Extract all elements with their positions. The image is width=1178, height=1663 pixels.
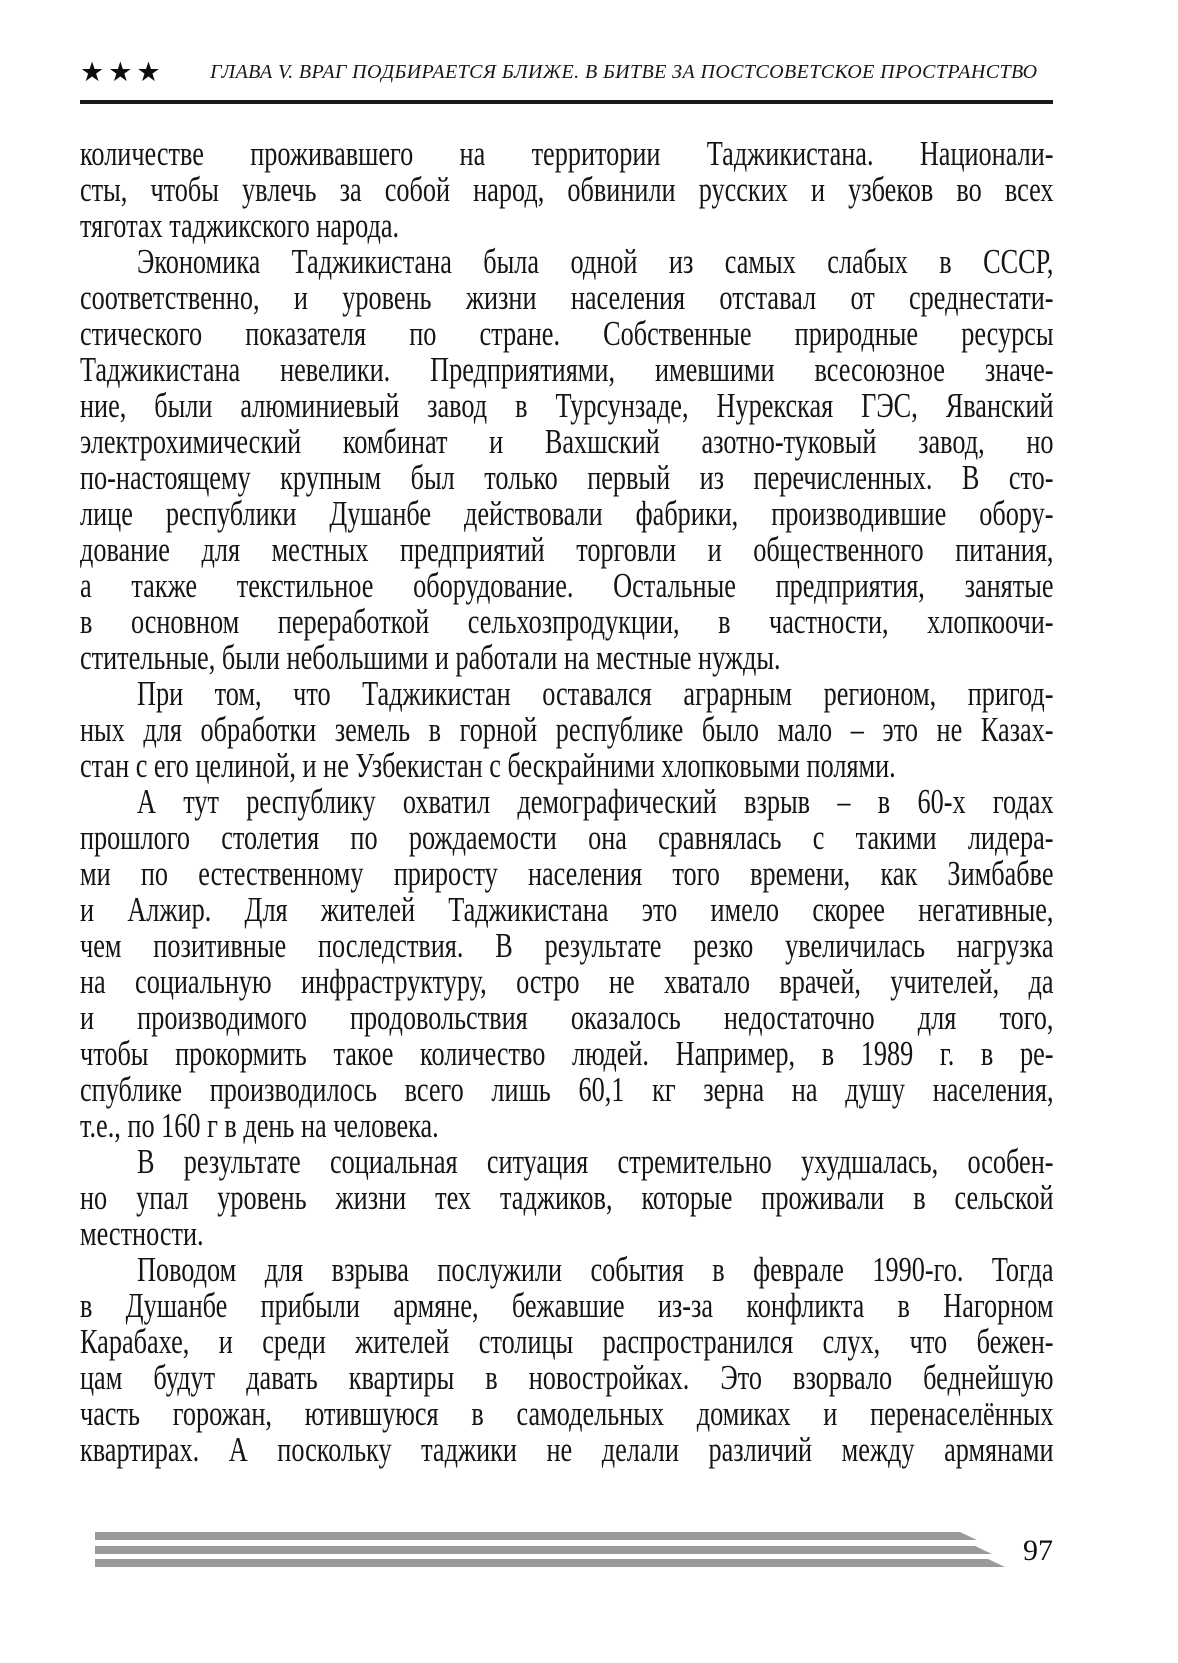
text-line: и производимого продовольствия оказалось недостаточно для того, [80, 998, 1054, 1037]
paragraph [80, 136, 1054, 244]
text-line: по-настоящему крупным был только первый из перечисленных. В сто- [80, 458, 1054, 497]
text-line: ных для обработки земель в горной республике было мало – это не Казах- [80, 710, 1054, 749]
text-line: Карабахе, и среди жителей столицы распространился слух, что бежен- [80, 1322, 1054, 1361]
body-text [80, 136, 1054, 1468]
text-line: Таджикистана невелики. Предприятиями, имевшими всесоюзное значе- [80, 350, 1054, 389]
text-line: При том, что Таджикистан оставался аграрным регионом, пригод- [137, 674, 1054, 713]
footer-stripe [95, 1532, 977, 1540]
text-line: в основном переработкой сельхозпродукции, в частности, хлопкоочи- [80, 602, 1054, 641]
text-line: прошлого столетия по рождаемости она сравнялась с такими лидера- [80, 818, 1054, 857]
text-line: цам будут давать квартиры в новостройках. Это взорвало беднейшую [80, 1358, 1054, 1397]
text-line: ние, были алюминиевый завод в Турсунзаде, Нурекская ГЭС, Яванский [80, 386, 1054, 425]
text-line: на социальную инфраструктуру, остро не хватало врачей, учителей, да [80, 962, 1054, 1001]
chapter-title: ГЛАВА V. ВРАГ ПОДБИРАЕТСЯ БЛИЖЕ. В БИТВЕ ЗА ПОСТСОВЕТСКОЕ ПРОСТРАНСТВО [210, 60, 1038, 83]
text-line: часть горожан, ютившуюся в самодельных домиках и перенаселённых [80, 1394, 1054, 1433]
text-line: количестве проживавшего на территории Таджикистана. Национали- [80, 134, 1054, 173]
text-line: соответственно, и уровень жизни населения отставал от среднестати- [80, 278, 1054, 317]
text-line: спублике производилось всего лишь 60,1 кг зерна на душу населения, [80, 1070, 1054, 1109]
footer-stripe [95, 1546, 992, 1554]
footer-stripe [95, 1559, 1005, 1567]
text-line: стан с его целиной, и не Узбекистан с бескрайними хлопковыми полями. [80, 746, 896, 785]
stars-icon: ★★★ [80, 56, 165, 88]
text-line: Поводом для взрыва послужили события в феврале 1990-го. Тогда [137, 1250, 1054, 1289]
text-line: чем позитивные последствия. В результате резко увеличилась нагрузка [80, 926, 1054, 965]
text-line: лице республики Душанбе действовали фабрики, производившие обору- [80, 494, 1054, 533]
paragraph [80, 244, 1054, 676]
text-line: тяготах таджикского народа. [80, 206, 400, 245]
text-line: и Алжир. Для жителей Таджикистана это имело скорее негативные, [80, 890, 1054, 929]
paragraph [80, 784, 1054, 1144]
text-line: но упал уровень жизни тех таджиков, которые проживали в сельской [80, 1178, 1054, 1217]
text-line: стительные, были небольшими и работали на местные нужды. [80, 638, 781, 677]
text-line: местности. [80, 1214, 204, 1253]
text-line: дование для местных предприятий торговли и общественного питания, [80, 530, 1054, 569]
paragraph [80, 1144, 1054, 1252]
text-line: квартирах. А поскольку таджики не делали различий между армянами [80, 1430, 1054, 1469]
text-line: чтобы прокормить такое количество людей. Например, в 1989 г. в ре- [80, 1034, 1054, 1073]
text-line: а также текстильное оборудование. Остальные предприятия, занятые [80, 566, 1054, 605]
text-line: Экономика Таджикистана была одной из самых слабых в СССР, [137, 242, 1054, 281]
text-line: ми по естественному приросту населения того времени, как Зимбабве [80, 854, 1054, 893]
text-line: стического показателя по стране. Собственные природные ресурсы [80, 314, 1054, 353]
paragraph [80, 676, 1054, 784]
text-line: А тут республику охватил демографический взрыв – в 60-х годах [137, 782, 1054, 821]
running-header [80, 52, 1053, 92]
text-line: в Душанбе прибыли армяне, бежавшие из-за конфликта в Нагорном [80, 1286, 1054, 1325]
text-line: т.е., по 160 г в день на человека. [80, 1106, 439, 1145]
text-line: электрохимический комбинат и Вахшский азотно-туковый завод, но [80, 422, 1054, 461]
paragraph [80, 1252, 1054, 1468]
header-rule [80, 100, 1053, 104]
text-line: сты, чтобы увлечь за собой народ, обвинили русских и узбеков во всех [80, 170, 1054, 209]
page-number: 97 [1023, 1534, 1053, 1567]
text-line: В результате социальная ситуация стремительно ухудшалась, особен- [137, 1142, 1054, 1181]
